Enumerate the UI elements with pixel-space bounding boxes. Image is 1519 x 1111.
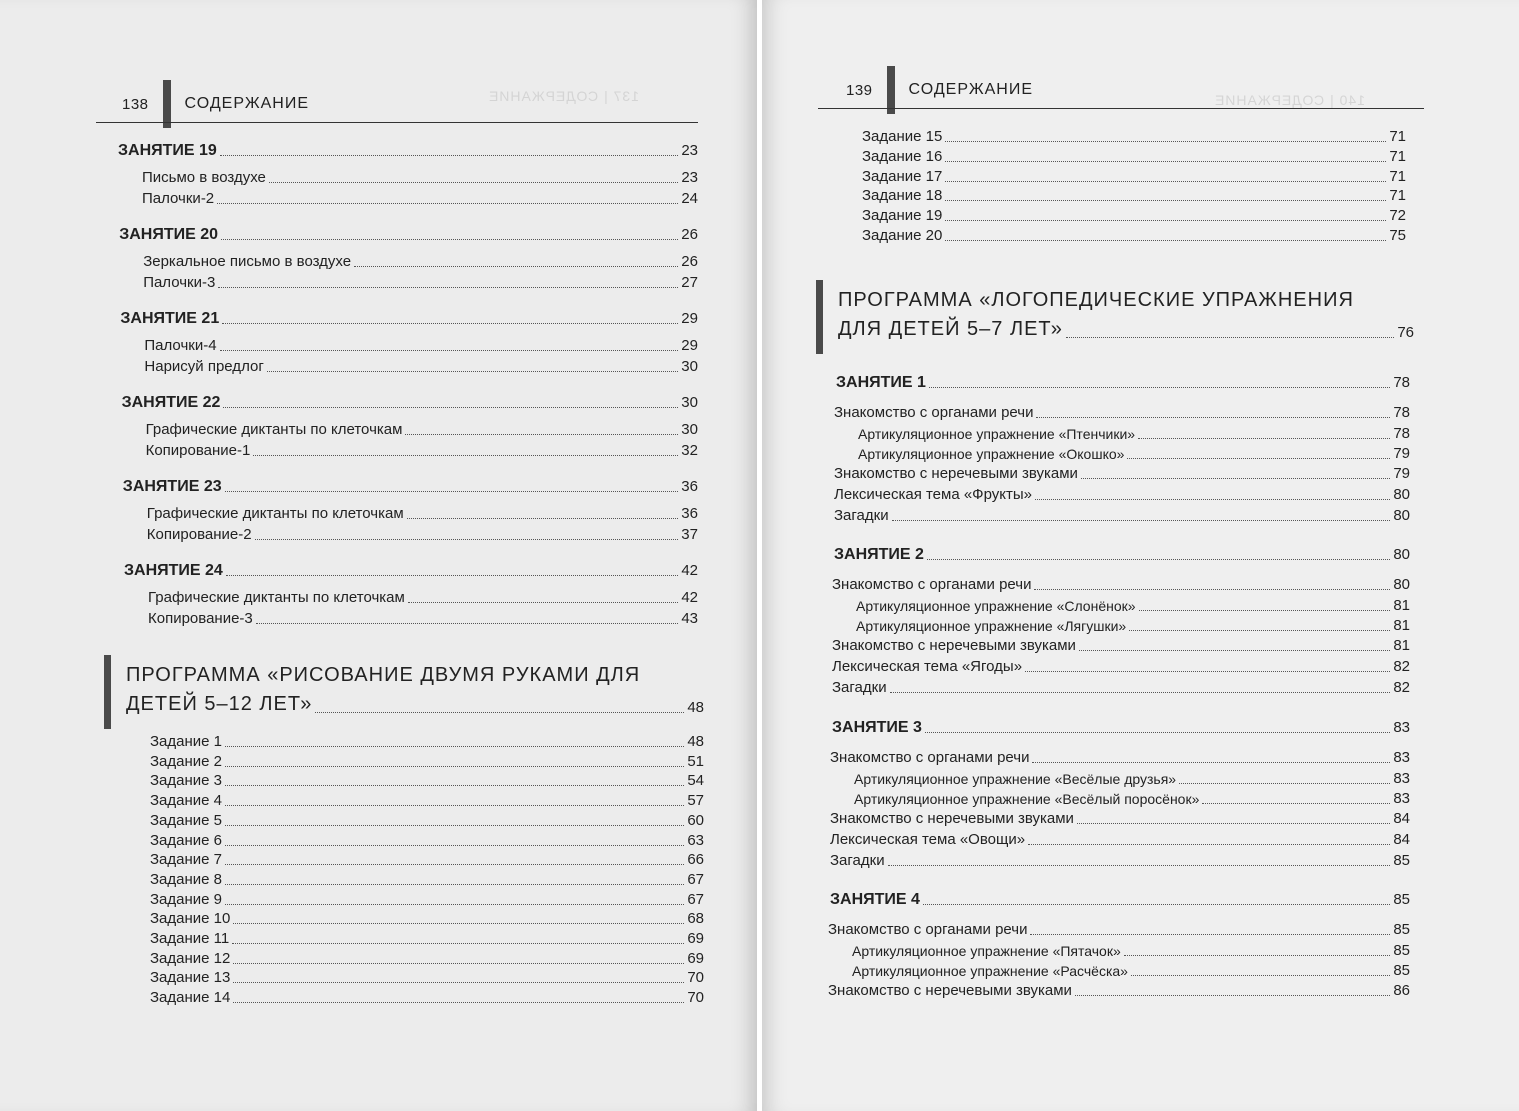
toc-page-number: 79 xyxy=(1393,465,1410,482)
dot-leader xyxy=(1179,783,1390,784)
toc-item xyxy=(143,274,698,292)
toc-entry-label: Артикуляционное упражнение «Пятачок» xyxy=(852,943,1121,959)
toc-entry-label: Знакомство с органами речи xyxy=(834,404,1034,421)
dot-leader xyxy=(1124,955,1391,956)
toc-entry-label: Задание 13 xyxy=(150,969,231,987)
toc-entry-label: ЗАНЯТИЕ 1 xyxy=(836,374,926,391)
toc-entry-label: Задание 19 xyxy=(862,207,943,225)
dot-leader xyxy=(945,220,1386,221)
toc-page-number: 63 xyxy=(687,831,704,849)
toc-item xyxy=(150,792,704,810)
dot-leader xyxy=(222,323,678,324)
toc-item xyxy=(832,637,1410,655)
header-rule xyxy=(818,108,1424,109)
toc-page-number: 42 xyxy=(681,589,698,606)
dot-leader xyxy=(1202,803,1390,804)
toc-item xyxy=(146,442,698,460)
dot-leader xyxy=(233,982,684,983)
left-header xyxy=(122,80,309,128)
toc-entry-label: Артикуляционное упражнение «Лягушки» xyxy=(856,618,1127,634)
lesson-heading xyxy=(122,394,698,412)
dot-leader xyxy=(267,371,678,372)
toc-item xyxy=(147,505,698,523)
toc-entry-label: Артикуляционное упражнение «Весёлый поросёнок» xyxy=(854,791,1200,807)
toc-subitem xyxy=(858,425,1410,443)
toc-page-number: 57 xyxy=(687,792,704,810)
program-title-text: ДЛЯ ДЕТЕЙ 5–7 ЛЕТ» xyxy=(838,318,1063,340)
toc-entry-label: Лексическая тема «Ягоды» xyxy=(832,658,1023,675)
toc-item xyxy=(830,831,1410,849)
toc-item xyxy=(150,871,704,889)
dot-leader xyxy=(225,766,684,767)
toc-page-number: 85 xyxy=(1393,962,1410,979)
toc-page-number: 83 xyxy=(1393,790,1410,807)
program-title-line1: ПРОГРАММА «РИСОВАНИЕ ДВУМЯ РУКАМИ ДЛЯ xyxy=(126,664,641,686)
toc-item xyxy=(830,810,1410,828)
dot-leader xyxy=(945,161,1386,162)
toc-item xyxy=(148,610,698,628)
toc-entry-label: Загадки xyxy=(830,852,885,869)
toc-page-number: 85 xyxy=(1393,921,1410,938)
toc-item xyxy=(834,507,1410,525)
toc-item xyxy=(862,187,1406,205)
bleed-through-text: 137 | СОДЕРЖАНИЕ xyxy=(488,88,639,104)
toc-page-number: 32 xyxy=(681,442,698,459)
toc-entry-label: Палочки-3 xyxy=(143,274,216,291)
toc-item xyxy=(150,812,704,830)
dot-leader xyxy=(1081,478,1390,479)
dot-leader xyxy=(233,1002,684,1003)
dot-leader xyxy=(217,203,678,204)
toc-item xyxy=(832,658,1410,676)
toc-page-number: 76 xyxy=(1397,324,1414,341)
toc-page-number: 82 xyxy=(1393,679,1410,696)
toc-entry-label: Задание 15 xyxy=(862,128,943,145)
toc-entry-label: Знакомство с неречевыми звуками xyxy=(832,637,1076,654)
toc-item xyxy=(834,465,1410,483)
dot-leader xyxy=(233,923,684,924)
toc-page-number: 72 xyxy=(1389,207,1406,225)
program-heading xyxy=(104,655,704,731)
lesson-heading xyxy=(124,562,698,580)
toc-item xyxy=(150,930,704,948)
lesson-heading xyxy=(836,374,1410,392)
toc-entry-label: Задание 5 xyxy=(150,811,223,829)
toc-entry-label: Задание 3 xyxy=(150,772,223,790)
header-rule xyxy=(96,122,698,123)
dot-leader xyxy=(220,350,679,351)
toc-entry-label: Задание 10 xyxy=(150,910,231,928)
toc-entry-label: Задание 12 xyxy=(150,949,231,967)
toc-page-number: 81 xyxy=(1393,617,1410,634)
toc-item xyxy=(150,851,704,869)
toc-page-number: 30 xyxy=(681,394,698,411)
dot-leader xyxy=(925,732,1390,733)
dot-leader xyxy=(1075,995,1390,996)
toc-entry-label: Задание 1 xyxy=(150,733,223,750)
dot-leader xyxy=(1129,630,1390,631)
toc-page-number: 48 xyxy=(687,699,704,716)
toc-entry-label: Задание 17 xyxy=(862,167,943,185)
bleed-through-text: 140 | СОДЕРЖАНИЕ xyxy=(1214,92,1365,108)
toc-page-number: 43 xyxy=(681,610,698,627)
dot-leader xyxy=(892,520,1391,521)
dot-leader xyxy=(945,200,1386,201)
toc-entry-label: ЗАНЯТИЕ 23 xyxy=(122,478,222,495)
toc-page-number: 80 xyxy=(1393,507,1410,524)
toc-page-number: 69 xyxy=(687,930,704,947)
dot-leader xyxy=(223,407,678,408)
program-title-line1: ПРОГРАММА «ЛОГОПЕДИЧЕСКИЕ УПРАЖНЕНИЯ xyxy=(838,289,1354,311)
dot-leader xyxy=(225,805,684,806)
toc-page-number: 36 xyxy=(681,478,698,495)
dot-leader xyxy=(1079,650,1390,651)
toc-entry-label: Артикуляционное упражнение «Окошко» xyxy=(858,446,1125,462)
toc-page-number: 23 xyxy=(681,142,698,159)
toc-page-number: 30 xyxy=(681,358,698,375)
dot-leader xyxy=(256,623,679,624)
toc-subitem xyxy=(852,962,1410,980)
dot-leader xyxy=(1025,671,1390,672)
toc-page-number: 85 xyxy=(1393,942,1410,959)
dot-leader xyxy=(220,155,678,156)
right-page xyxy=(762,0,1519,1111)
toc-page-number: 79 xyxy=(1393,445,1410,462)
toc-item xyxy=(862,227,1406,245)
toc-page-number: 68 xyxy=(687,910,704,928)
toc-entry-label: ЗАНЯТИЕ 3 xyxy=(832,719,922,736)
toc-entry-label: Графические диктанты по клеточкам xyxy=(146,505,404,522)
header-bar xyxy=(163,80,171,128)
dot-leader xyxy=(225,785,684,786)
toc-subitem xyxy=(856,617,1410,635)
toc-entry-label: Лексическая тема «Овощи» xyxy=(830,831,1026,848)
toc-page-number: 67 xyxy=(687,890,704,908)
program-title-line2 xyxy=(126,691,704,717)
toc-entry-label: Знакомство с неречевыми звуками xyxy=(828,982,1072,999)
dot-leader xyxy=(233,963,684,964)
toc-item xyxy=(834,486,1410,504)
toc-subitem xyxy=(852,942,1410,960)
program-title-text: ДЕТЕЙ 5–12 ЛЕТ» xyxy=(126,693,313,715)
toc-item xyxy=(834,404,1410,422)
toc-item xyxy=(150,910,704,928)
toc-page-number: 80 xyxy=(1393,486,1410,503)
toc-entry-label: Знакомство с органами речи xyxy=(828,921,1028,938)
lesson-heading xyxy=(832,719,1410,737)
dot-leader xyxy=(405,434,678,435)
dot-leader xyxy=(269,182,678,183)
toc-entry-label: Знакомство с органами речи xyxy=(830,749,1030,766)
dot-leader xyxy=(225,904,684,905)
toc-entry-label: Письмо в воздухе xyxy=(142,169,266,186)
toc-page-number: 36 xyxy=(681,505,698,522)
dot-leader xyxy=(354,266,678,267)
toc-page-number: 42 xyxy=(681,562,698,579)
toc-item xyxy=(144,337,698,355)
toc-entry-label: Задание 7 xyxy=(150,851,223,869)
toc-page-number: 84 xyxy=(1393,810,1410,827)
toc-page-number: 83 xyxy=(1393,719,1410,736)
toc-item xyxy=(150,733,704,751)
dot-leader xyxy=(1139,610,1391,611)
toc-page-number: 29 xyxy=(681,310,698,327)
toc-entry-label: ЗАНЯТИЕ 22 xyxy=(121,394,221,411)
toc-page-number: 70 xyxy=(687,969,704,987)
toc-item xyxy=(862,128,1406,146)
toc-subitem xyxy=(854,770,1410,788)
lesson-heading xyxy=(830,891,1410,909)
lesson-heading xyxy=(120,310,698,328)
dot-leader xyxy=(225,825,684,826)
toc-entry-label: Нарисуй предлог xyxy=(144,358,264,375)
toc-item xyxy=(832,679,1410,697)
toc-page-number: 86 xyxy=(1393,982,1410,999)
toc-page-number: 24 xyxy=(681,190,698,207)
toc-page-number: 71 xyxy=(1389,128,1406,145)
toc-entry-label: Палочки-4 xyxy=(144,337,217,354)
toc-item xyxy=(150,950,704,968)
dot-leader xyxy=(1131,975,1390,976)
toc-subitem xyxy=(854,790,1410,808)
dot-leader xyxy=(225,845,684,846)
toc-page-number: 29 xyxy=(681,337,698,354)
toc-item xyxy=(150,969,704,987)
toc-page-number: 48 xyxy=(687,733,704,750)
toc-item xyxy=(147,526,698,544)
toc-entry-label: Задание 4 xyxy=(150,792,223,810)
toc-entry-label: Копирование-1 xyxy=(145,442,251,459)
toc-entry-label: Задание 20 xyxy=(862,227,943,244)
dot-leader xyxy=(1066,337,1394,338)
toc-entry-label: Копирование-3 xyxy=(148,610,253,627)
toc-entry-label: Графические диктанты по клеточкам xyxy=(148,589,405,606)
dot-leader xyxy=(929,387,1390,388)
toc-page-number: 60 xyxy=(687,811,704,829)
toc-entry-label: Артикуляционное упражнение «Весёлые друзья» xyxy=(854,771,1177,787)
dot-leader xyxy=(945,141,1386,142)
dot-leader xyxy=(888,865,1391,866)
dot-leader xyxy=(890,692,1391,693)
lesson-heading xyxy=(118,142,698,160)
dot-leader xyxy=(1035,499,1390,500)
toc-page-number: 80 xyxy=(1393,576,1410,593)
toc-page-number: 82 xyxy=(1393,658,1410,675)
dot-leader xyxy=(923,904,1390,905)
dot-leader xyxy=(1127,458,1390,459)
dot-leader xyxy=(225,864,684,865)
dot-leader xyxy=(945,181,1386,182)
toc-page-number: 75 xyxy=(1389,227,1406,244)
toc-entry-label: Знакомство с неречевыми звуками xyxy=(834,465,1078,482)
toc-entry-label: Артикуляционное упражнение «Птенчики» xyxy=(858,426,1136,442)
toc-page-number: 85 xyxy=(1393,852,1410,869)
toc-item xyxy=(142,190,698,208)
toc-entry-label: Знакомство с неречевыми звуками xyxy=(830,810,1074,827)
toc-item xyxy=(150,772,704,790)
toc-page-number: 84 xyxy=(1393,831,1410,848)
dot-leader xyxy=(218,287,678,288)
toc-entry-label: Задание 16 xyxy=(862,147,943,165)
dot-leader xyxy=(225,491,679,492)
toc-entry-label: Лексическая тема «Фрукты» xyxy=(834,486,1032,503)
toc-page-number: 26 xyxy=(681,253,698,270)
toc-page-number: 78 xyxy=(1393,425,1410,442)
toc-page-number: 54 xyxy=(687,772,704,790)
toc-page-number: 26 xyxy=(681,226,698,243)
dot-leader xyxy=(408,602,678,603)
toc-entry-label: Задание 18 xyxy=(862,187,943,205)
toc-entry-label: ЗАНЯТИЕ 20 xyxy=(119,226,219,243)
toc-item xyxy=(862,207,1406,225)
toc-page-number: 78 xyxy=(1393,404,1410,421)
dot-leader xyxy=(1030,934,1390,935)
toc-page-number: 71 xyxy=(1389,147,1406,165)
toc-entry-label: Графические диктанты по клеточкам xyxy=(145,421,403,438)
toc-entry-label: Загадки xyxy=(834,507,889,524)
toc-page-number: 37 xyxy=(681,526,698,543)
toc-item xyxy=(828,982,1410,1000)
toc-page-number: 81 xyxy=(1393,597,1410,614)
toc-subitem xyxy=(858,445,1410,463)
toc-entry-label: ЗАНЯТИЕ 2 xyxy=(834,546,924,563)
toc-subitem xyxy=(856,597,1410,615)
toc-page-number: 67 xyxy=(687,870,704,888)
toc-item xyxy=(146,421,698,439)
toc-page-number: 71 xyxy=(1389,187,1406,205)
toc-item xyxy=(828,921,1410,939)
left-page xyxy=(0,0,757,1111)
toc-entry-label: Артикуляционное упражнение «Слонёнок» xyxy=(856,598,1136,614)
toc-page-number: 51 xyxy=(687,752,704,770)
toc-entry-label: Загадки xyxy=(832,679,887,696)
toc-entry-label: Задание 8 xyxy=(150,870,223,888)
toc-page-number: 66 xyxy=(687,851,704,869)
lesson-heading xyxy=(119,226,698,244)
toc-entry-label: Копирование-2 xyxy=(146,526,252,543)
dot-leader xyxy=(225,884,684,885)
toc-entry-label: Задание 11 xyxy=(150,930,230,947)
toc-entry-label: Зеркальное письмо в воздухе xyxy=(143,253,352,270)
toc-item xyxy=(148,589,698,607)
dot-leader xyxy=(927,559,1390,560)
toc-page-number: 80 xyxy=(1393,546,1410,563)
right-header xyxy=(846,66,1033,114)
dot-leader xyxy=(1034,589,1390,590)
toc-entry-label: Задание 6 xyxy=(150,831,223,849)
toc-entry-label: Артикуляционное упражнение «Расчёска» xyxy=(852,963,1128,979)
toc-page-number: 30 xyxy=(681,421,698,438)
toc-item xyxy=(144,358,698,376)
toc-entry-label: Знакомство с органами речи xyxy=(832,576,1032,593)
toc-item xyxy=(832,576,1410,594)
toc-entry-label: Задание 2 xyxy=(150,752,223,770)
toc-page-number: 71 xyxy=(1389,167,1406,185)
header-bar xyxy=(887,66,895,114)
page-number: 138 xyxy=(122,95,149,113)
toc-item xyxy=(150,891,704,909)
toc-item xyxy=(830,749,1410,767)
toc-item xyxy=(862,148,1406,166)
dot-leader xyxy=(1138,438,1390,439)
dot-leader xyxy=(1028,844,1390,845)
program-bar xyxy=(816,280,823,354)
dot-leader xyxy=(407,518,679,519)
page-number: 139 xyxy=(846,81,873,99)
toc-entry-label: ЗАНЯТИЕ 24 xyxy=(124,562,223,579)
toc-entry-label: ЗАНЯТИЕ 4 xyxy=(830,891,920,908)
header-title: СОДЕРЖАНИЕ xyxy=(184,95,309,112)
toc-item xyxy=(143,253,698,271)
toc-page-number: 83 xyxy=(1393,749,1410,766)
dot-leader xyxy=(232,943,684,944)
toc-entry-label: ЗАНЯТИЕ 21 xyxy=(120,310,220,327)
toc-item xyxy=(150,989,704,1007)
dot-leader xyxy=(1036,417,1390,418)
toc-page-number: 69 xyxy=(687,949,704,967)
toc-item xyxy=(862,168,1406,186)
toc-entry-label: Задание 9 xyxy=(150,890,223,908)
toc-page-number: 70 xyxy=(687,989,704,1007)
toc-item xyxy=(142,169,698,187)
toc-item xyxy=(150,832,704,850)
dot-leader xyxy=(1032,762,1390,763)
toc-entry-label: ЗАНЯТИЕ 19 xyxy=(118,142,217,159)
dot-leader xyxy=(315,712,684,713)
toc-page-number: 78 xyxy=(1393,374,1410,391)
program-heading xyxy=(816,280,1414,356)
dot-leader xyxy=(255,539,679,540)
toc-page-number: 81 xyxy=(1393,637,1410,654)
toc-page-number: 23 xyxy=(681,169,698,186)
header-title: СОДЕРЖАНИЕ xyxy=(908,81,1033,98)
toc-page-number: 83 xyxy=(1393,770,1410,787)
lesson-heading xyxy=(834,546,1410,564)
toc-entry-label: Палочки-2 xyxy=(142,190,215,207)
toc-item xyxy=(830,852,1410,870)
toc-item xyxy=(150,753,704,771)
toc-page-number: 27 xyxy=(681,274,698,291)
dot-leader xyxy=(225,746,684,747)
program-bar xyxy=(104,655,111,729)
dot-leader xyxy=(253,455,678,456)
dot-leader xyxy=(221,239,678,240)
toc-entry-label: Задание 14 xyxy=(150,989,231,1007)
program-title-line2 xyxy=(838,316,1414,342)
dot-leader xyxy=(226,575,678,576)
dot-leader xyxy=(1077,823,1390,824)
lesson-heading xyxy=(123,478,698,496)
dot-leader xyxy=(945,240,1386,241)
toc-page-number: 85 xyxy=(1393,891,1410,908)
